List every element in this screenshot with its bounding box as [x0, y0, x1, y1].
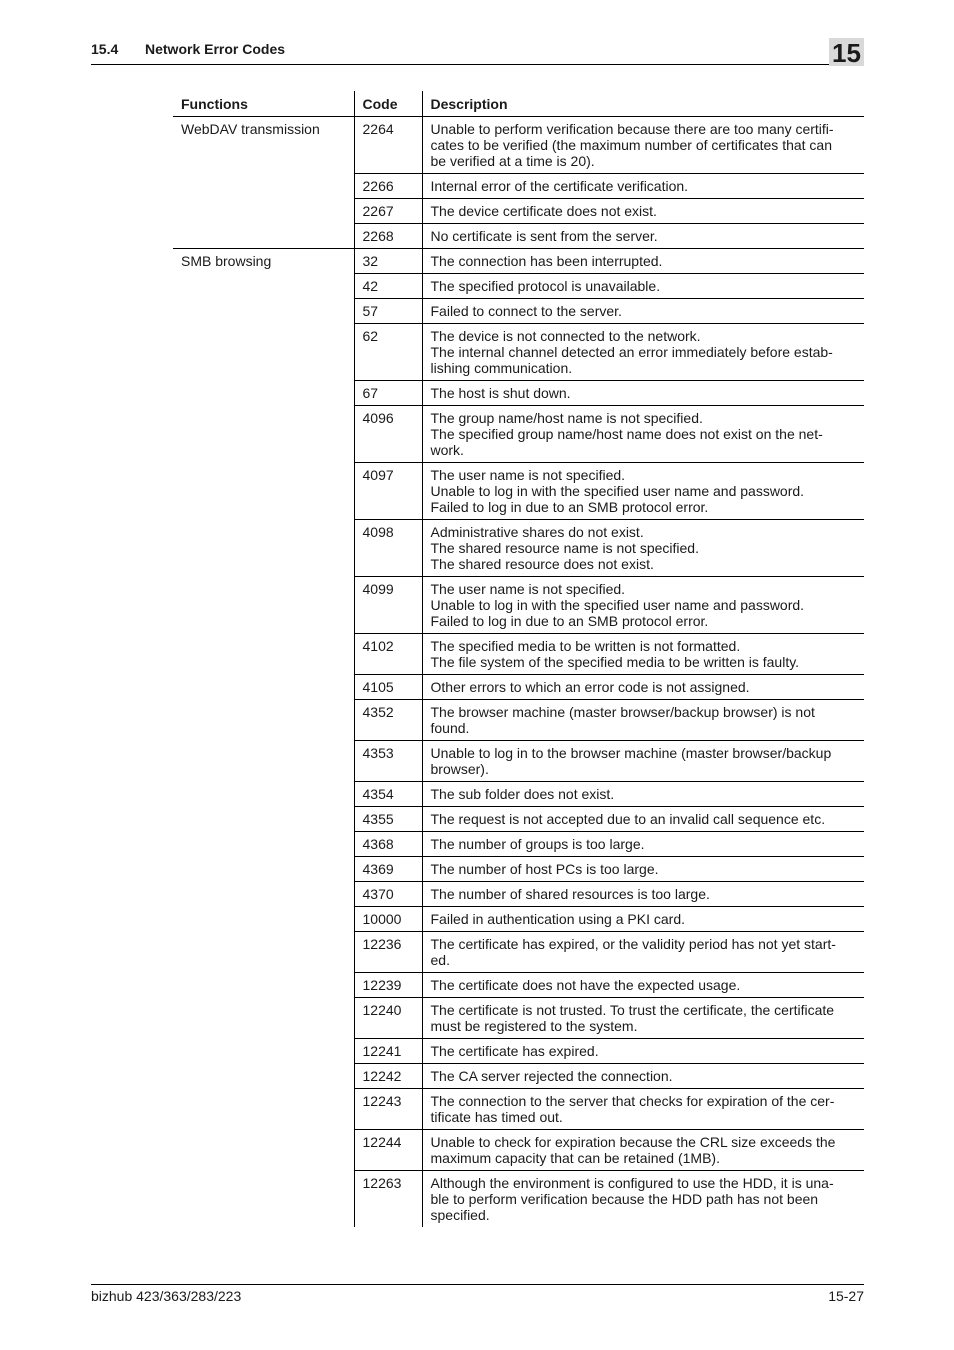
description-line: The number of shared resources is too large. — [430, 886, 710, 902]
code-cell: 2268 — [354, 224, 422, 249]
code-cell: 4096 — [354, 406, 422, 463]
description-cell — [422, 406, 864, 463]
description-cell — [422, 520, 864, 577]
code-cell: 67 — [354, 381, 422, 406]
function-cell: WebDAV transmission — [173, 117, 354, 249]
column-header-description: Description — [422, 91, 864, 117]
code-cell: 12240 — [354, 998, 422, 1039]
code-cell: 32 — [354, 249, 422, 274]
column-header-functions: Functions — [173, 91, 354, 117]
description-cell — [422, 1039, 864, 1064]
description-cell — [422, 882, 864, 907]
description-line: Failed to connect to the server. — [430, 303, 622, 319]
code-cell: 4352 — [354, 700, 422, 741]
code-cell: 2266 — [354, 174, 422, 199]
code-cell: 12242 — [354, 1064, 422, 1089]
description-line: ed. — [430, 952, 450, 968]
description-cell — [422, 299, 864, 324]
description-line: The certificate has expired. — [430, 1043, 599, 1059]
footer-page-number: 15-27 — [828, 1288, 864, 1304]
code-cell: 42 — [354, 274, 422, 299]
description-line: must be registered to the system. — [430, 1018, 638, 1034]
description-line: maximum capacity that can be retained (1MB). — [430, 1150, 720, 1166]
description-line: The connection to the server that checks for expiration of the cer- — [430, 1093, 835, 1109]
description-line: The user name is not specified. — [430, 467, 626, 483]
code-cell: 4097 — [354, 463, 422, 520]
description-line: Although the environment is configured to use the HDD, it is una- — [430, 1175, 834, 1191]
description-line: browser). — [430, 761, 489, 777]
description-cell — [422, 117, 864, 174]
description-line: The user name is not specified. — [430, 581, 626, 597]
function-cell: SMB browsing — [173, 249, 354, 1228]
description-line: The shared resource does not exist. — [430, 556, 654, 572]
description-cell — [422, 324, 864, 381]
description-cell — [422, 782, 864, 807]
code-cell: 62 — [354, 324, 422, 381]
description-cell — [422, 932, 864, 973]
section-number: 15.4 — [91, 41, 119, 57]
description-line: The group name/host name is not specified. — [430, 410, 703, 426]
description-line: The request is not accepted due to an invalid call sequence etc. — [430, 811, 826, 827]
chapter-badge: 15 — [829, 38, 864, 66]
description-line: found. — [430, 720, 470, 736]
description-line: ble to perform verification because the HDD path has not been — [430, 1191, 819, 1207]
description-line: The device certificate does not exist. — [430, 203, 657, 219]
description-line: The shared resource name is not specified. — [430, 540, 699, 556]
table-header-row — [173, 91, 864, 117]
description-line: The sub folder does not exist. — [430, 786, 615, 802]
description-cell — [422, 381, 864, 406]
description-line: Unable to log in with the specified user name and password. — [430, 483, 805, 499]
description-cell — [422, 224, 864, 249]
description-cell — [422, 174, 864, 199]
description-line: Unable to log in to the browser machine (master browser/backup — [430, 745, 832, 761]
description-line: work. — [430, 442, 464, 458]
code-cell: 4102 — [354, 634, 422, 675]
code-cell: 12241 — [354, 1039, 422, 1064]
description-line: The number of host PCs is too large. — [430, 861, 659, 877]
description-line: specified. — [430, 1207, 490, 1223]
description-line: The specified group name/host name does not exist on the net- — [430, 426, 823, 442]
description-cell — [422, 1064, 864, 1089]
description-line: Failed to log in due to an SMB protocol error. — [430, 499, 709, 515]
description-cell — [422, 807, 864, 832]
description-cell — [422, 857, 864, 882]
table-row — [173, 249, 864, 274]
description-line: The host is shut down. — [430, 385, 571, 401]
description-line: The certificate is not trusted. To trust the certificate, the certificate — [430, 1002, 835, 1018]
description-line: The certificate does not have the expected usage. — [430, 977, 741, 993]
code-cell: 4099 — [354, 577, 422, 634]
footer-model: bizhub 423/363/283/223 — [91, 1288, 242, 1304]
code-cell: 4098 — [354, 520, 422, 577]
description-line: be verified at a time is 20). — [430, 153, 595, 169]
description-line: Unable to check for expiration because the CRL size exceeds the — [430, 1134, 836, 1150]
code-cell: 10000 — [354, 907, 422, 932]
description-line: Unable to perform verification because there are too many certifi- — [430, 121, 834, 137]
description-line: Failed to log in due to an SMB protocol error. — [430, 613, 709, 629]
description-line: Unable to log in with the specified user name and password. — [430, 597, 805, 613]
description-cell — [422, 249, 864, 274]
code-cell: 4353 — [354, 741, 422, 782]
header-rule — [91, 64, 864, 65]
code-cell: 12239 — [354, 973, 422, 998]
description-line: The certificate has expired, or the validity period has not yet start- — [430, 936, 836, 952]
description-cell — [422, 1130, 864, 1171]
description-line: The specified protocol is unavailable. — [430, 278, 661, 294]
error-code-table — [173, 91, 864, 1227]
description-line: The browser machine (master browser/backup browser) is not — [430, 704, 815, 720]
description-cell — [422, 274, 864, 299]
description-cell — [422, 634, 864, 675]
code-cell: 12244 — [354, 1130, 422, 1171]
code-cell: 4105 — [354, 675, 422, 700]
code-cell: 2264 — [354, 117, 422, 174]
description-cell — [422, 577, 864, 634]
description-line: The internal channel detected an error immediately before estab- — [430, 344, 833, 360]
description-line: No certificate is sent from the server. — [430, 228, 658, 244]
description-cell — [422, 463, 864, 520]
table-body — [173, 117, 864, 1228]
description-line: cates to be verified (the maximum number of certificates that can — [430, 137, 833, 153]
description-line: The CA server rejected the connection. — [430, 1068, 673, 1084]
description-line: The specified media to be written is not formatted. — [430, 638, 741, 654]
description-line: The connection has been interrupted. — [430, 253, 663, 269]
description-line: The file system of the specified media to be written is faulty. — [430, 654, 800, 670]
footer-rule — [91, 1284, 864, 1285]
description-line: Other errors to which an error code is not assigned. — [430, 679, 750, 695]
description-line: Internal error of the certificate verification. — [430, 178, 689, 194]
code-cell: 12236 — [354, 932, 422, 973]
code-cell: 4368 — [354, 832, 422, 857]
description-cell — [422, 998, 864, 1039]
code-cell: 4354 — [354, 782, 422, 807]
description-line: Administrative shares do not exist. — [430, 524, 644, 540]
description-cell — [422, 1171, 864, 1228]
description-cell — [422, 675, 864, 700]
description-cell — [422, 700, 864, 741]
code-cell: 4369 — [354, 857, 422, 882]
code-cell: 2267 — [354, 199, 422, 224]
description-cell — [422, 973, 864, 998]
table-row — [173, 117, 864, 174]
description-cell — [422, 741, 864, 782]
description-line: lishing communication. — [430, 360, 573, 376]
code-cell: 4370 — [354, 882, 422, 907]
description-cell — [422, 832, 864, 857]
code-cell: 57 — [354, 299, 422, 324]
code-cell: 12243 — [354, 1089, 422, 1130]
description-line: tificate has timed out. — [430, 1109, 563, 1125]
section-title: Network Error Codes — [145, 41, 286, 57]
description-line: The number of groups is too large. — [430, 836, 645, 852]
column-header-code: Code — [354, 91, 422, 117]
description-line: Failed in authentication using a PKI card. — [430, 911, 685, 927]
code-cell: 12263 — [354, 1171, 422, 1228]
description-cell — [422, 907, 864, 932]
description-cell — [422, 1089, 864, 1130]
description-cell — [422, 199, 864, 224]
code-cell: 4355 — [354, 807, 422, 832]
description-line: The device is not connected to the network. — [430, 328, 701, 344]
